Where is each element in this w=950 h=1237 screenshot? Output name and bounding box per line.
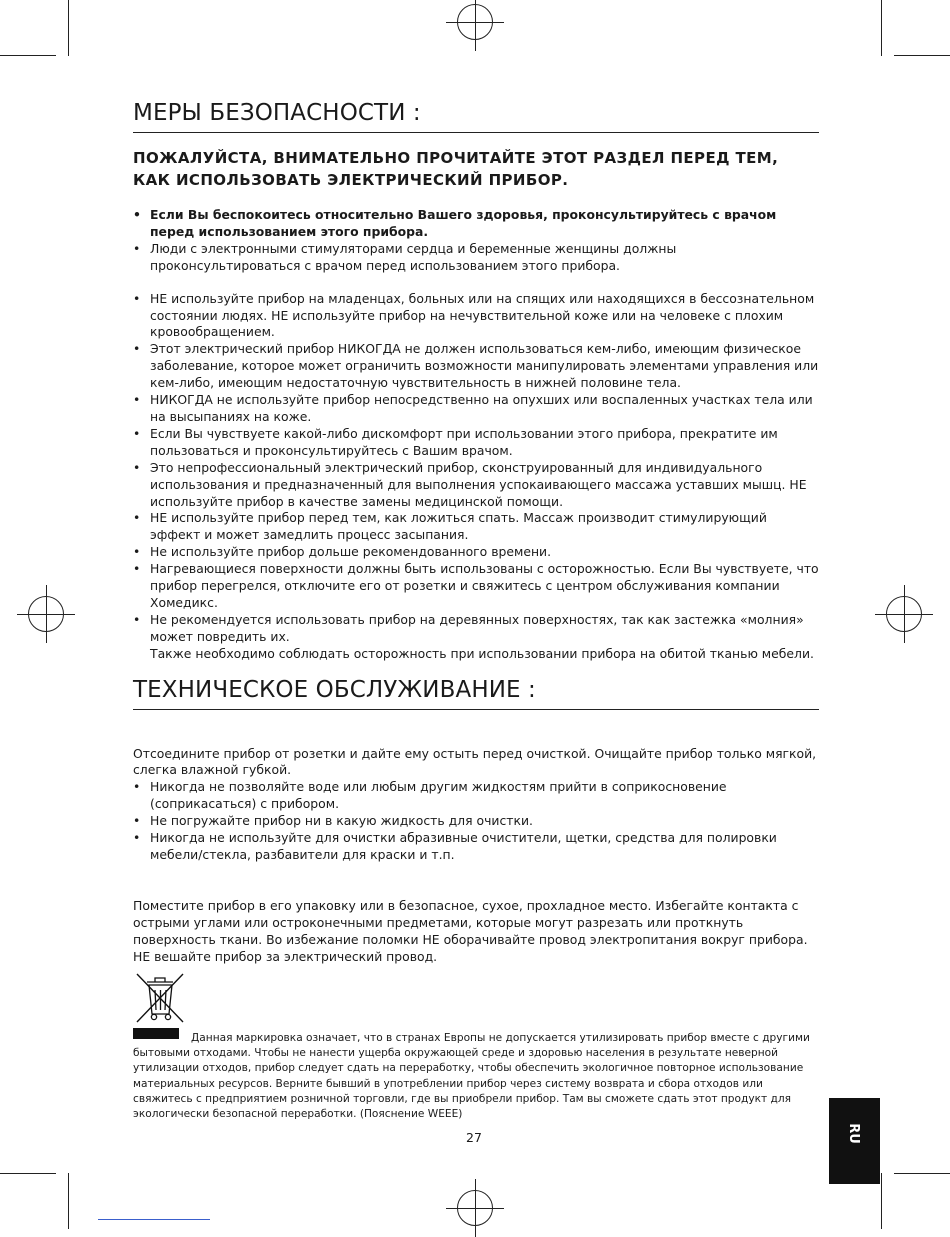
list-item: • Это непрофессиональный электрический прибор, сконструированный для индивидуального использования и предназначенный для выполнения успокаивающего массажа уставших мышц. НЕ используйте прибор в качестве замены медицинской помощи. — [133, 460, 819, 511]
list-item: • Никогда не используйте для очистки абразивные очистители, щетки, средства для полировки мебели/стекла, разбавители для краски и т.п. — [133, 830, 819, 864]
list-item: • Никогда не позволяйте воде или любым другим жидкостям прийти в соприкосновение (соприкасаться) с прибором. — [133, 779, 819, 813]
maintenance-list — [133, 779, 819, 864]
list-item: • Люди с электронными стимуляторами сердца и беременные женщины должны проконсультироваться с врачом перед использованием этого прибора. — [133, 241, 819, 275]
safety-title: МЕРЫ БЕЗОПАСНОСТИ : — [133, 100, 819, 133]
page-number: 27 — [466, 1130, 482, 1145]
weee-text: Данная маркировка означает, что в странах Европы не допускается утилизировать прибор вместе с другими бытовыми отходами. Чтобы не нанести ущерба окружающей среде и здоровью населения в результате неверной утилизации отходов, прибор следует сдать на переработку, чтобы обеспечить экологичное повторное использование материальных ресурсов. Верните бывший в употреблении прибор через систему возврата и сбора отходов или свяжитесь с предприятием розничной торговли, где вы приобрели прибор. Там вы сможете сдать этот продукт для экологически безопасной переработки. (Пояснение WEEE) — [133, 1032, 810, 1121]
main-content — [133, 100, 819, 966]
registration-mark — [28, 596, 64, 632]
list-item: • Не используйте прибор дольше рекомендованного времени. — [133, 544, 819, 561]
list-item: • Этот электрический прибор НИКОГДА не должен использоваться кем-либо, имеющим физическое заболевание, которое может ограничить возможности манипулировать элементами управления или кем-либо, имеющим недостаточную чувствительность в нижней половине тела. — [133, 341, 819, 392]
list-item: • Если Вы чувствуете какой-либо дискомфорт при использовании этого прибора, прекратите им пользоваться и проконсультируйтесь с Вашим врачом. — [133, 426, 819, 460]
list-item: • НИКОГДА не используйте прибор непосредственно на опухших или воспаленных участках тела или на высыпаниях на коже. — [133, 392, 819, 426]
language-tab-label: RU — [845, 1123, 861, 1144]
maintenance-storage: Поместите прибор в его упаковку или в безопасное, сухое, прохладное место. Избегайте контакта с острыми углами или остроконечными предметами, которые могут разрезать или проткнуть поверхность ткани. Во избежание поломки НЕ оборачивайте провод электропитания вокруг прибора. НЕ вешайте прибор за электрический провод. — [133, 897, 808, 964]
link-underline — [98, 1219, 210, 1220]
safety-subtitle: ПОЖАЛУЙСТА, ВНИМАТЕЛЬНО ПРОЧИТАЙТЕ ЭТОТ РАЗДЕЛ ПЕРЕД ТЕМ, КАК ИСПОЛЬЗОВАТЬ ЭЛЕКТРИЧЕСКИЙ ПРИБОР. — [133, 149, 779, 189]
weee-notice — [133, 970, 819, 1121]
crop-mark — [881, 0, 882, 56]
safety-list-2 — [133, 291, 819, 646]
crop-mark — [894, 1173, 950, 1174]
crossed-out-wheelie-bin-icon — [133, 970, 187, 1028]
list-item: • Не погружайте прибор ни в какую жидкость для очистки. — [133, 813, 819, 830]
crop-mark — [68, 1173, 69, 1229]
crop-mark — [68, 0, 69, 56]
crop-mark — [894, 55, 950, 56]
crop-mark — [881, 1173, 882, 1229]
safety-after-note: Также необходимо соблюдать осторожность при использовании прибора на обитой тканью мебели. — [150, 645, 814, 661]
safety-list-1 — [133, 207, 819, 275]
crop-mark — [0, 55, 56, 56]
list-item: • НЕ используйте прибор на младенцах, больных или на спящих или находящихся в бессознательном состоянии людях. НЕ используйте прибор на нечувствительной коже или на человеке с плохим кровообращением. — [133, 291, 819, 342]
list-item: • Нагревающиеся поверхности должны быть использованы с осторожностью. Если Вы чувствуете, что прибор перегрелся, отключите его от розетки и свяжитесь с центром обслуживания компании Хомедикс. — [133, 561, 819, 612]
list-item: • НЕ используйте прибор перед тем, как ложиться спать. Массаж производит стимулирующий эффект и может замедлить процесс засыпания. — [133, 510, 819, 544]
registration-mark — [886, 596, 922, 632]
language-tab — [829, 1098, 880, 1184]
maintenance-intro: Отсоедините прибор от розетки и дайте ему остыть перед очисткой. Очищайте прибор только мягкой, слегка влажной губкой. — [133, 745, 817, 778]
maintenance-title: ТЕХНИЧЕСКОЕ ОБСЛУЖИВАНИЕ : — [133, 677, 819, 710]
registration-mark — [457, 4, 493, 40]
crop-mark — [0, 1173, 56, 1174]
list-item: • Если Вы беспокоитесь относительно Вашего здоровья, проконсультируйтесь с врачом перед использованием этого прибора. — [133, 207, 819, 241]
list-item: • Не рекомендуется использовать прибор на деревянных поверхностях, так как застежка «молния» может повредить их. — [133, 612, 819, 646]
registration-mark — [457, 1190, 493, 1226]
